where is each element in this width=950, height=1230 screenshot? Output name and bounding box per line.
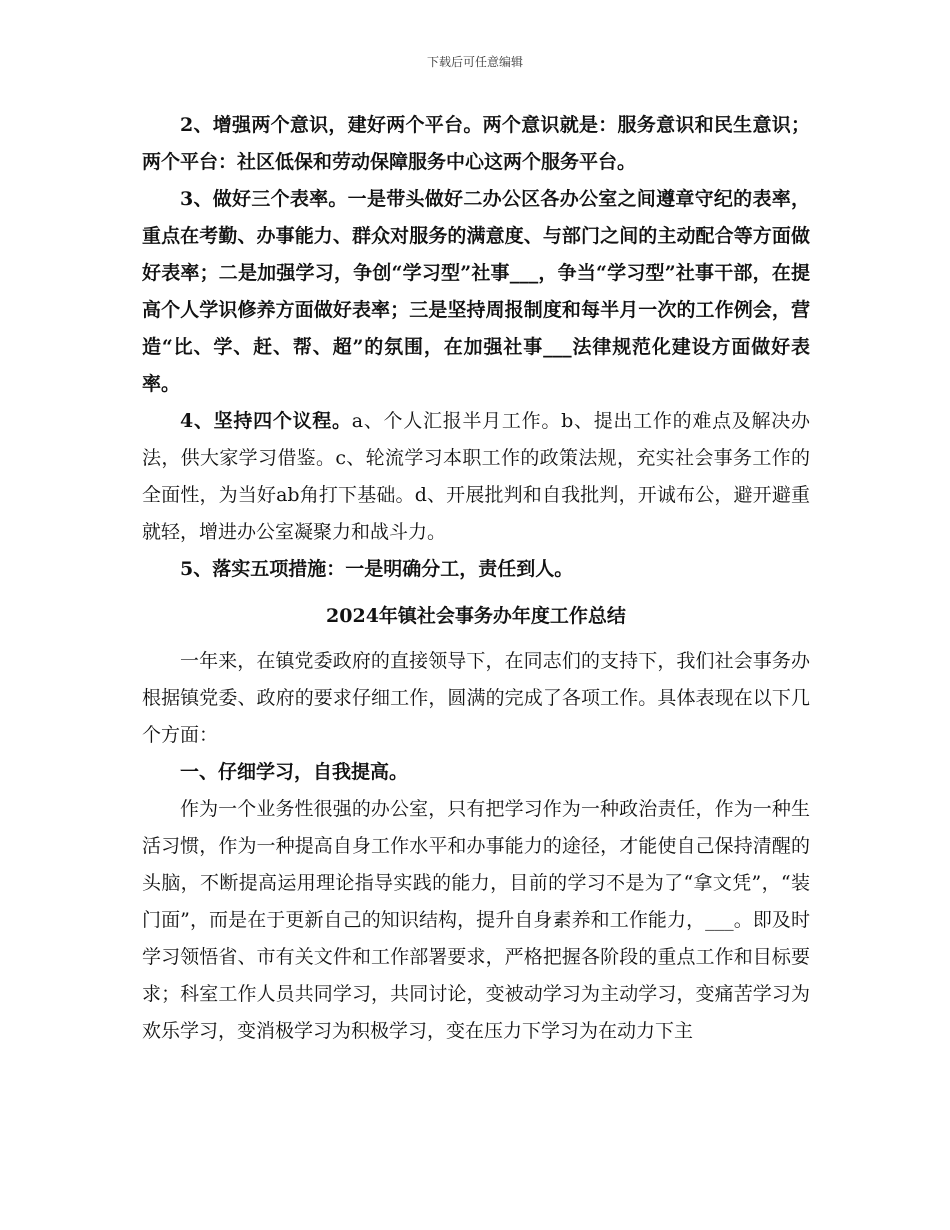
item-3-paragraph: 3、做好三个表率。一是带头做好二办公区各办公室之间遵章守纪的表率，重点在考勤、办事能力、群众对服务的满意度、与部门之间的主动配合等方面做好表率；二是加强学习，争创“学习型”社事___，争当“学习型”社事干部，在提高个人学识修养方面做好表率；三是坚持周报制度和每半月一次的工作例会，营造“比、学、赶、帮、超”的氛围，在加强社事___法律规范化建设方面做好表率。	[142, 188, 810, 395]
section-heading-1: 一、仔细学习，自我提高。	[180, 761, 409, 783]
item-2-paragraph: 2、增强两个意识，建好两个平台。两个意识就是：服务意识和民生意识；两个平台：社区低保和劳动保障服务中心这两个服务平台。	[142, 114, 810, 173]
item-4-lead: 4、坚持四个议程。	[180, 410, 352, 432]
document-title: 2024年镇社会事务办年度工作总结	[326, 605, 626, 627]
item-4-paragraph	[142, 403, 810, 551]
document-body	[142, 107, 810, 1050]
intro-paragraph: 一年来，在镇党委政府的直接领导下，在同志们的支持下，我们社会事务办根据镇党委、政府的要求仔细工作，圆满的完成了各项工作。具体表现在以下几个方面：	[142, 650, 810, 746]
study-paragraph: 作为一个业务性很强的办公室，只有把学习作为一种政治责任，作为一种生活习惯，作为一种提高自身工作水平和办事能力的途径，才能使自己保持清醒的头脑，不断提高运用理论指导实践的能力，目前的学习不是为了“拿文凭”，“装门面”，而是在于更新自己的知识结构，提升自身素养和工作能力，___。即及时学习领悟省、市有关文件和工作部署要求，严格把握各阶段的重点工作和目标要求；科室工作人员共同学习，共同讨论，变被动学习为主动学习，变痛苦学习为欢乐学习，变消极学习为积极学习，变在压力下学习为在动力下主	[142, 798, 810, 1042]
item-4-body: a、个人汇报半月工作。b、提出工作的难点及解决办法，供大家学习借鉴。c、轮流学习本职工作的政策法规，充实社会事务工作的全面性，为当好ab角打下基础。d、开展批判和自我批判，开诚布公，避开避重就轻，增进办公室凝聚力和战斗力。	[142, 410, 810, 543]
page-header: 下载后可任意编辑	[426, 55, 523, 69]
item-5-paragraph: 5、落实五项措施：一是明确分工，责任到人。	[180, 558, 574, 580]
